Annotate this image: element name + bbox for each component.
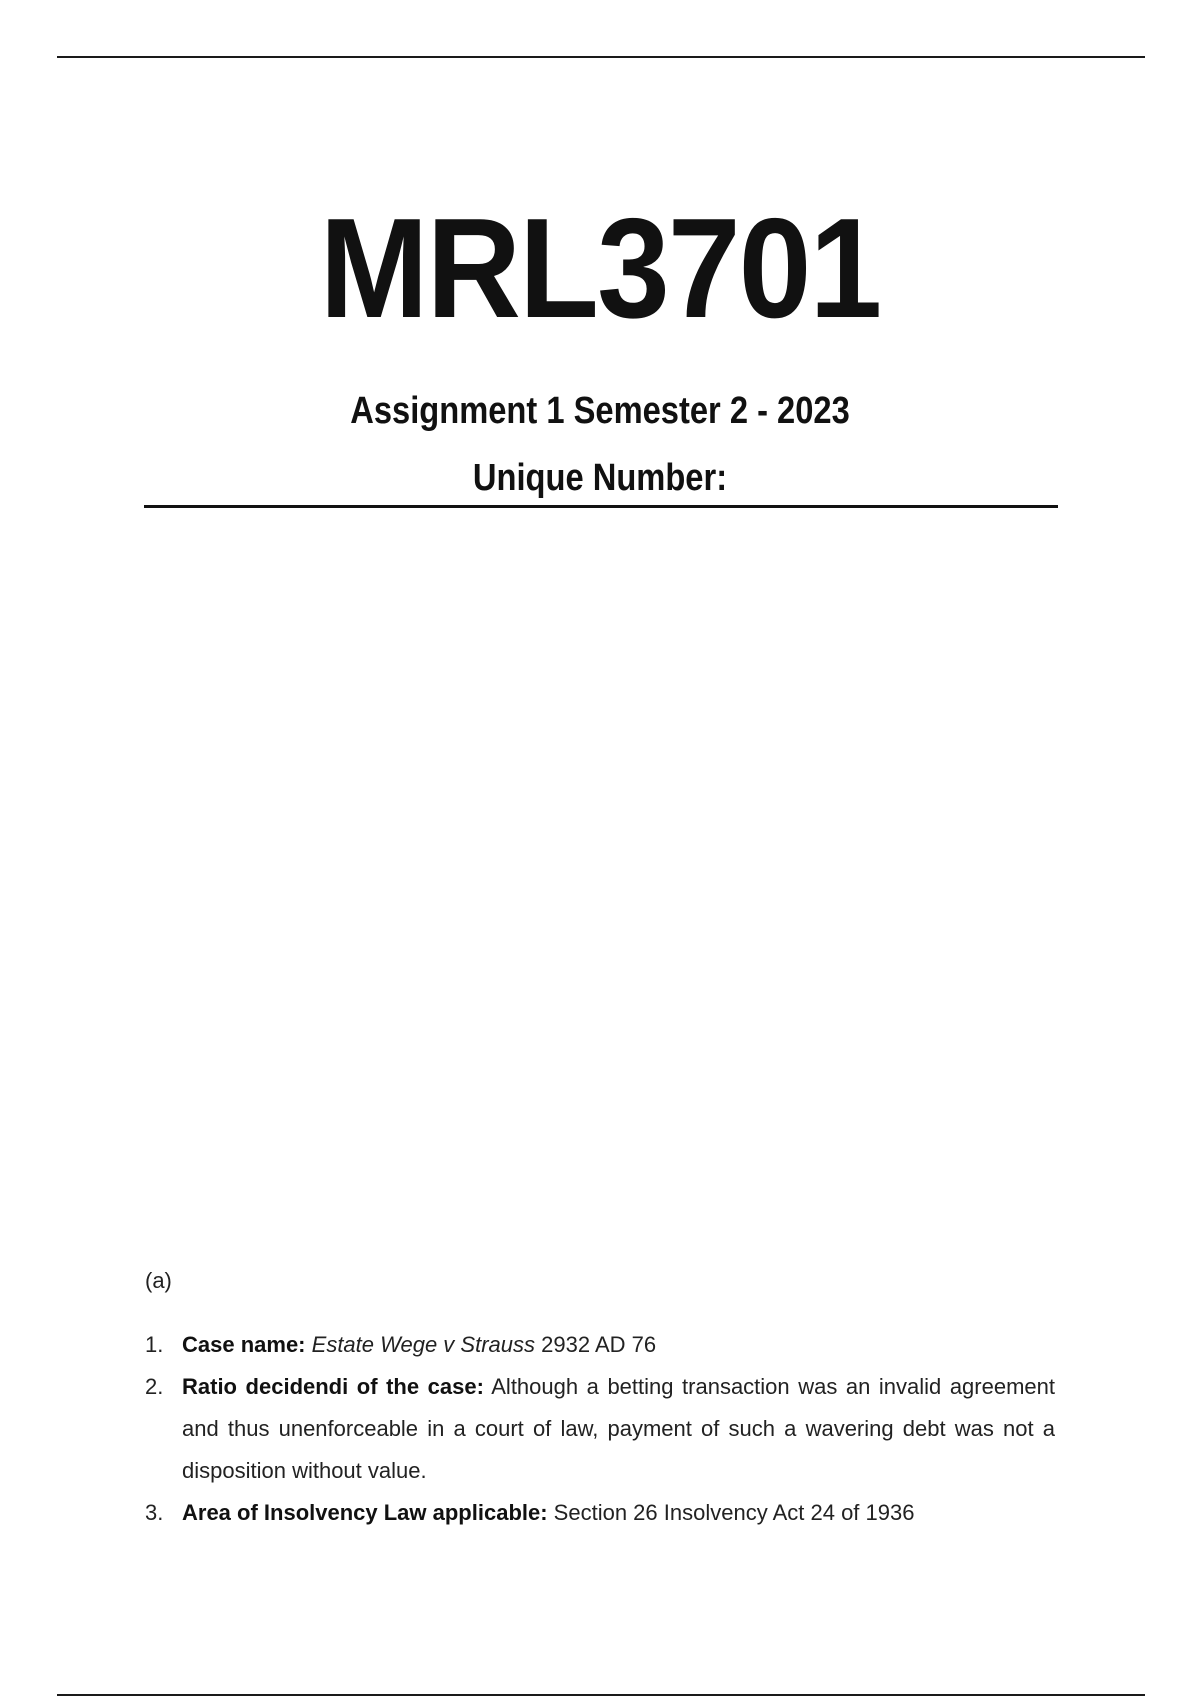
section-label: (a)	[145, 1268, 172, 1293]
case-title: Estate Wege v Strauss	[311, 1332, 536, 1357]
item-heading: Case name:	[182, 1332, 306, 1357]
page-bottom-rule	[57, 1694, 1145, 1696]
answer-item-case-name	[145, 1324, 1055, 1366]
item-number: 3.	[145, 1500, 164, 1525]
item-heading: Area of Insolvency Law applicable:	[182, 1500, 548, 1525]
assignment-subtitle: Assignment 1 Semester 2 - 2023	[350, 390, 850, 432]
answer-list	[145, 1324, 1055, 1534]
item-text: Section 26 Insolvency Act 24 of 1936	[547, 1500, 915, 1525]
item-number: 2.	[145, 1374, 164, 1399]
answer-item-ratio	[145, 1366, 1055, 1492]
item-heading: Ratio decidendi of the case:	[182, 1374, 484, 1399]
item-text: Although a betting transaction was an invalid agreement and thus unenforceable in a court of law, payment of such a wavering debt was not a disposition without value.	[182, 1374, 1055, 1483]
item-number: 1.	[145, 1332, 164, 1357]
answer-item-area-of-law	[145, 1492, 1055, 1534]
page-top-rule	[57, 56, 1145, 58]
title-underline	[144, 505, 1058, 508]
unique-number-label: Unique Number:	[472, 457, 728, 499]
course-code-title: MRL3701	[319, 189, 881, 348]
case-citation: 2932 AD 76	[535, 1332, 657, 1357]
